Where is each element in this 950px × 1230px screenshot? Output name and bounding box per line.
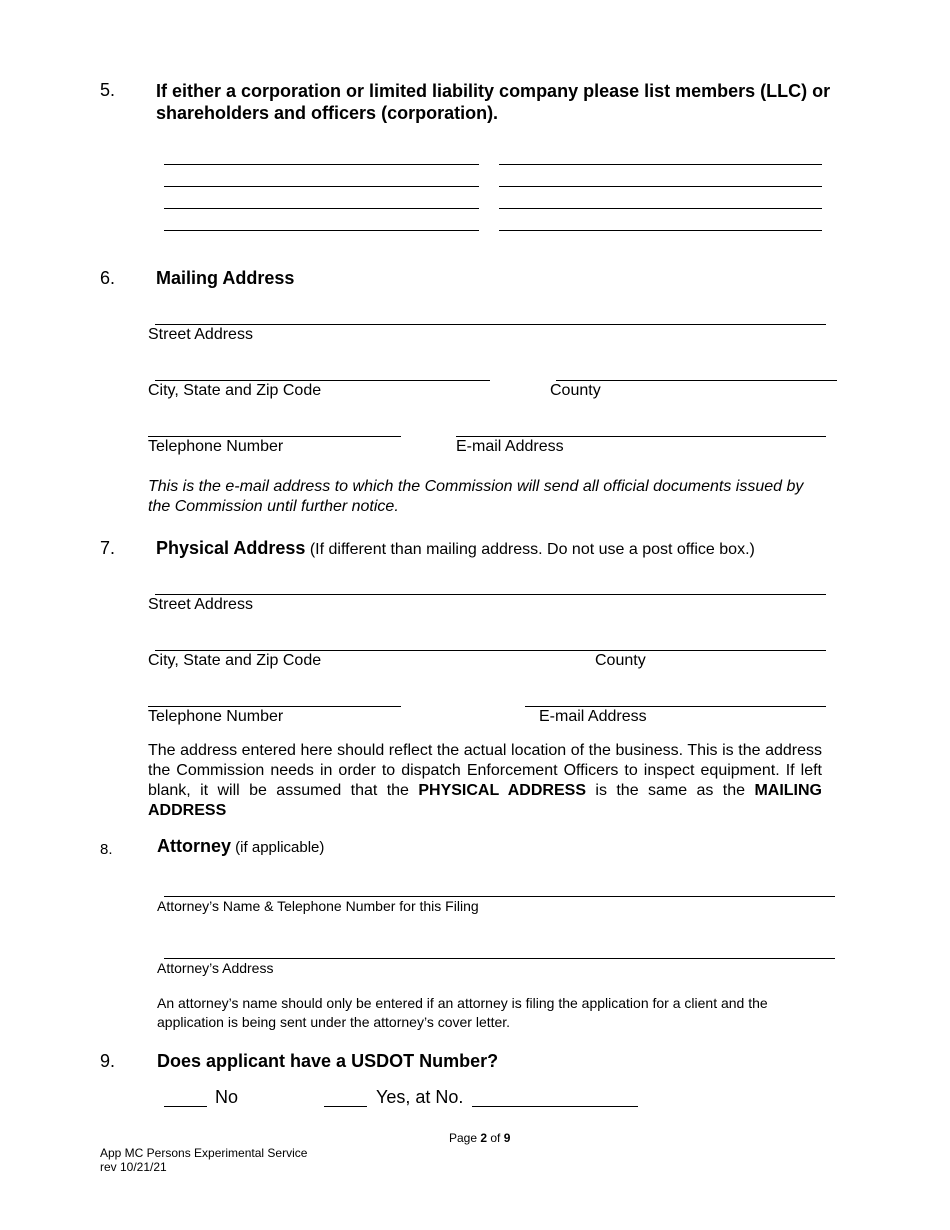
page-mid: of [487,1131,504,1145]
attorney-address-label: Attorney’s Address [157,960,274,976]
mailing-phone-label: Telephone Number [148,438,284,455]
usdot-yes-label: Yes, at No. [376,1087,464,1107]
member-line-1a[interactable] [164,164,479,165]
mailing-city-label: City, State and Zip Code [148,382,322,399]
mailing-street-label: Street Address [148,326,253,343]
physical-phone-field[interactable] [148,706,401,707]
page-indicator [449,1131,510,1145]
member-line-4a[interactable] [164,230,479,231]
physical-county-label: County [595,652,646,669]
member-line-3b[interactable] [499,208,822,209]
physical-email-field[interactable] [525,706,826,707]
physical-email-label: E-mail Address [539,708,647,725]
section-9-number: 9. [100,1051,116,1071]
section-7-title: Physical Address [156,538,306,558]
physical-city-label: City, State and Zip Code [148,652,322,669]
section-8-number: 8. [100,841,113,858]
usdot-yes-checkbox-line[interactable] [324,1106,367,1107]
physical-street-field[interactable] [155,594,826,595]
usdot-no-checkbox-line[interactable] [164,1106,207,1107]
physical-city-field[interactable] [155,650,826,651]
mailing-email-label: E-mail Address [456,438,564,455]
mailing-city-field[interactable] [155,380,490,381]
member-line-2a[interactable] [164,186,479,187]
form-revision: rev 10/21/21 [100,1160,167,1174]
section-8-title: Attorney [157,836,232,856]
usdot-number-field[interactable] [472,1106,638,1107]
section-7-subtitle: (If different than mailing address. Do not use a post office box.) [305,541,755,558]
section-9-title: Does applicant have a USDOT Number? [157,1051,499,1071]
physical-note-part-2: is the same as the [586,782,755,799]
mailing-county-label: County [550,382,601,399]
section-7-heading [156,538,755,559]
member-line-2b[interactable] [499,186,822,187]
section-5-number: 5. [100,80,116,100]
physical-address-note [148,741,822,821]
section-7-number: 7. [100,538,116,558]
physical-note-part-1: The address entered here should reflect the actual location of the business. This is the address the Commission needs in order to dispatch Enforcement Officers to inspect equipment. If left blank, it will be assumed that the [148,742,822,799]
member-line-3a[interactable] [164,208,479,209]
attorney-note: An attorney’s name should only be entered if an attorney is filing the application for a client and the application is being sent under the attorney’s cover letter. [157,995,768,1030]
section-6-title: Mailing Address [156,268,295,288]
page-total: 9 [503,1131,511,1145]
section-8-subtitle: (if applicable) [231,839,325,856]
page-prefix: Page [449,1131,481,1145]
attorney-name-label: Attorney’s Name & Telephone Number for this Filing [157,898,479,914]
physical-phone-label: Telephone Number [148,708,284,725]
physical-street-label: Street Address [148,596,253,613]
physical-note-bold-1: PHYSICAL ADDRESS [418,782,586,799]
member-line-1b[interactable] [499,164,822,165]
mailing-email-field[interactable] [456,436,826,437]
form-name: App MC Persons Experimental Service [100,1146,308,1160]
usdot-no-label: No [215,1087,239,1107]
page-current: 2 [480,1131,488,1145]
mailing-county-field[interactable] [556,380,837,381]
section-5-title: If either a corporation or limited liability company please list members (LLC) or shareholders and officers (corporation). [156,81,831,123]
member-line-4b[interactable] [499,230,822,231]
mailing-street-field[interactable] [155,324,826,325]
physical-note-bold-2: MAILING ADDRESS [148,782,822,819]
section-8-heading [157,836,324,857]
section-6-number: 6. [100,268,116,288]
mailing-phone-field[interactable] [148,436,401,437]
mailing-email-note: This is the e-mail address to which the Commission will send all official documents issued by the Commission until further notice. [148,478,804,515]
